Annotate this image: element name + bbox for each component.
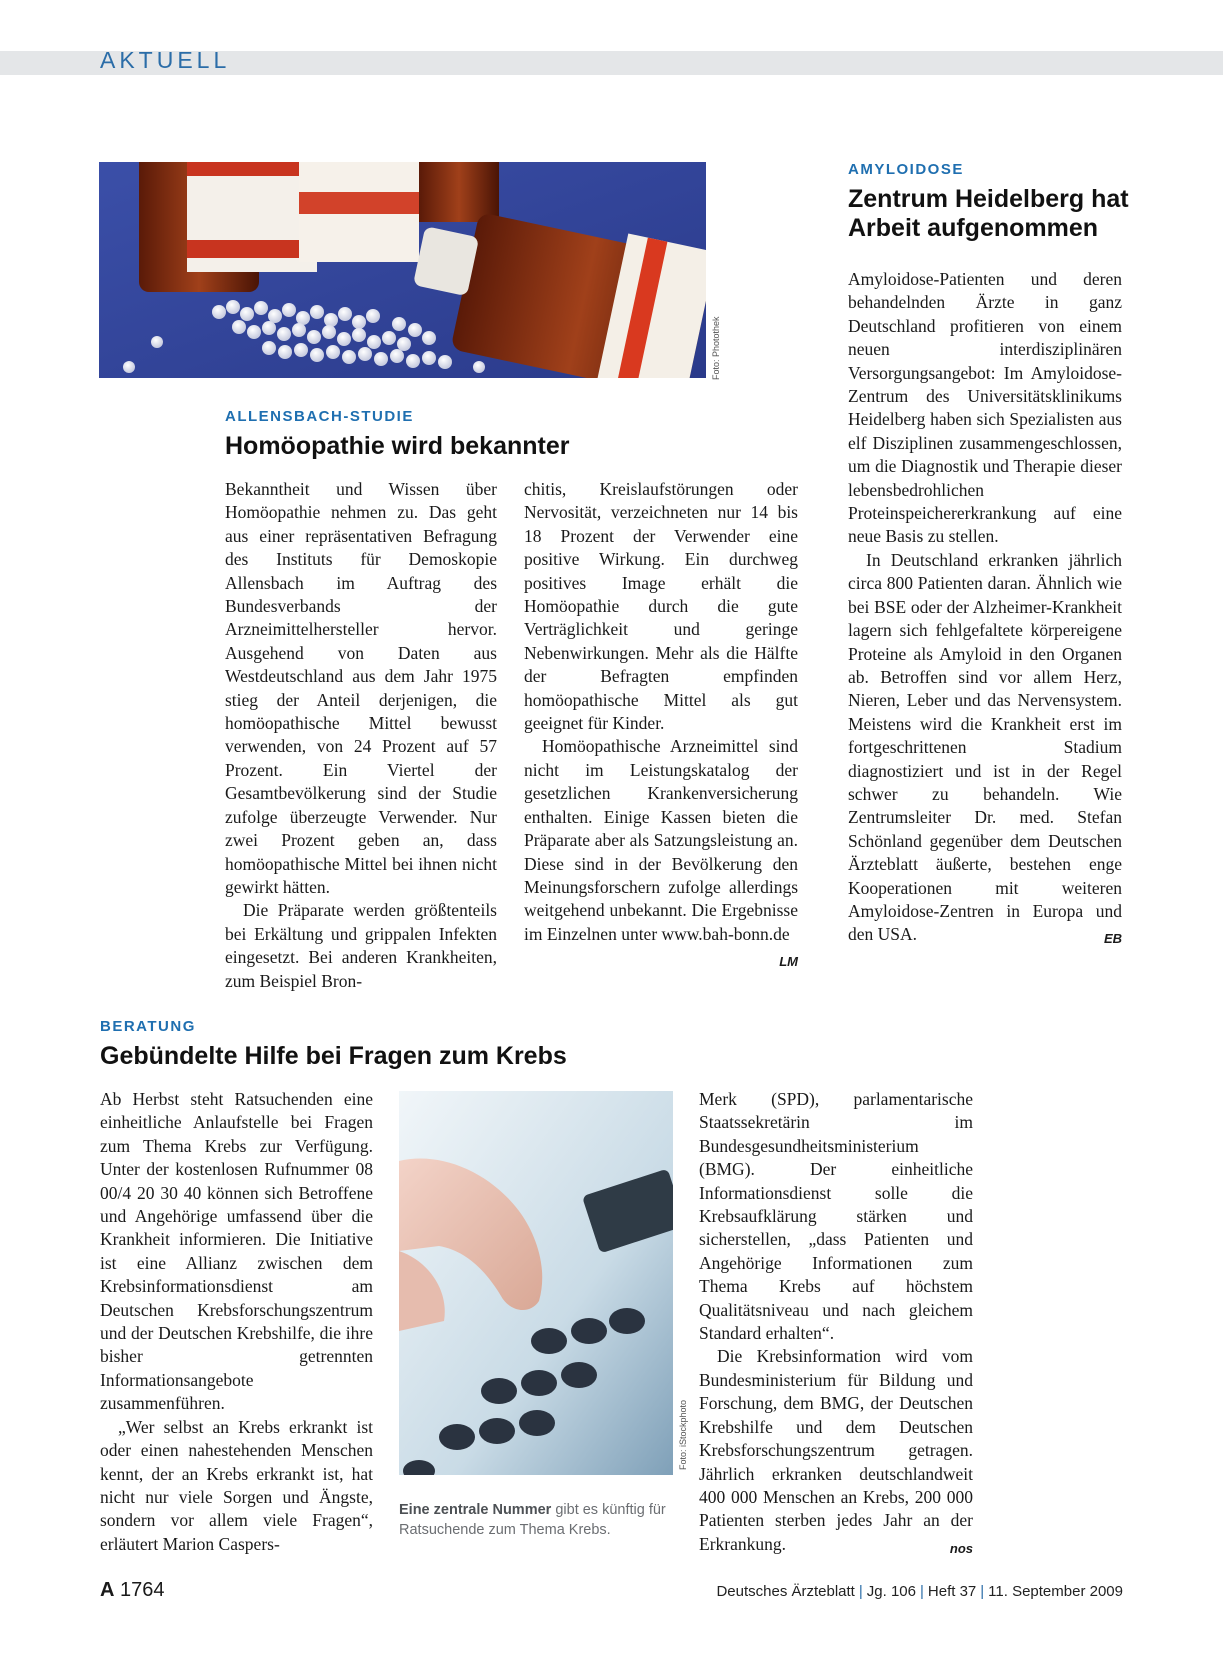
- photo-caption: [399, 1500, 673, 1540]
- article3-kicker: BERATUNG: [100, 1018, 196, 1035]
- article2-paragraph: [848, 549, 1122, 947]
- telephone-photo: [399, 1091, 673, 1475]
- article1-col2-paragraph: chitis, Kreislaufstörungen oder Nervosität, verzeichneten nur 14 bis 18 Prozent der Verwender eine positive Wirkung. Ein durchweg positives Image erhält die Homöopathie durch die gute Verträglichkeit und geringe Nebenwirkungen. Mehr als die Hälfte der Befragten empfinden homöopathische Mittel als gut geeignet für Kinder.: [524, 479, 798, 734]
- section-label: AKTUELL: [100, 47, 231, 73]
- article2-headline-line2: Arbeit aufgenommen: [848, 214, 1099, 242]
- article1-col2-text: Homöopathische Arzneimittel sind nicht im Leistungskatalog der gesetzlichen Krankenversicherung enthalten. Einige Kassen bieten die Präparate aber als Satzungsleistung an. Diese sind in der Bevölkerung den Meinungsforschern zufolge allerdings weitgehend unbekannt. Die Ergebnisse im Einzelnen unter www.bah-bonn.de: [524, 736, 798, 944]
- article3-col2-paragraph: Merk (SPD), parlamentarische Staatssekretärin im Bundesgesundheitsministerium (BMG). Der einheitliche Informationsdienst solle die Krebsaufklärung stärken und sicherstellen, „dass Patienten und Angehörige Informationen zum Thema Krebs auf höchstem Qualitätsniveau und nach gleichem Standard erhalten“.: [699, 1089, 973, 1344]
- journal-issue: Heft 37: [927, 1583, 977, 1600]
- article1-col2-paragraph: [524, 735, 798, 970]
- journal-date: 11. September 2009: [988, 1583, 1123, 1600]
- article1-column1: [225, 478, 497, 993]
- article2-column: [848, 268, 1122, 951]
- page-number: [100, 1579, 165, 1602]
- article2-headline-line1: Zentrum Heidelberg hat: [848, 185, 1129, 213]
- article3-signature: nos: [949, 1540, 973, 1556]
- caption-bold: Eine zentrale Nummer: [399, 1502, 552, 1518]
- journal-info: Deutsches Ärzteblatt | Jg. 106 | Heft 37 | 11. September 2009: [716, 1583, 1123, 1600]
- article2-text: In Deutschland erkranken jährlich circa 800 Patienten daran. Ähnlich wie bei BSE oder der Alzheimer-Krankheit lagern sich fehlgefaltete körpereigene Proteine als Amyloid in den Organen ab. Betroffen sind vor allem Herz, Nieren, Leber und das Nervensystem. Meistens wird die Krankheit erst im fortgeschrittenen Stadium diagnostiziert und ist in der Regel schwer zu behandeln. Wie Zentrumsleiter Dr. med. Stefan Schönland gegenüber dem Deutschen Ärzteblatt äußerte, bestehen enge Kooperationen mit weiteren Amyloidose-Zentren in Europa und den USA.: [848, 549, 1122, 945]
- article3-col2-text: Die Krebsinformation wird vom Bundesministerium für Bildung und Forschung, dem BMG, der Deutschen Krebshilfe und dem Deutschen Krebsforschungszentrum getragen. Jährlich erkranken deutschlandweit 400 000 Menschen an Krebs, 200 000 Patienten sterben jedes Jahr an der Erkrankung.: [699, 1346, 973, 1554]
- homeopathy-photo: [99, 162, 706, 378]
- page-number-value: 1764: [120, 1579, 165, 1601]
- journal-name: Deutsches Ärzteblatt: [716, 1583, 855, 1600]
- photo-credit-telephone: Foto: iStockphoto: [678, 1399, 688, 1470]
- article1-headline: Homöopathie wird bekannter: [225, 432, 570, 460]
- article3-column2: [699, 1088, 973, 1560]
- journal-volume: Jg. 106: [866, 1583, 916, 1600]
- article1-kicker: ALLENSBACH-STUDIE: [225, 408, 414, 425]
- article2-paragraph: Amyloidose-Patienten und deren behandelnden Ärzte in ganz Deutschland profitieren von einem neuen interdisziplinären Versorgungsangebot: Im Amyloidose-Zentrum des Universitätsklinikums Heidelberg haben sich Spezialisten aus elf Disziplinen zusammengeschlossen, um die Diagnostik und Therapie dieser lebensbedrohlichen Proteinspeichererkrankung auf eine neue Basis zu stellen.: [848, 269, 1122, 547]
- article3-col1-paragraph: Ab Herbst steht Ratsuchenden eine einheitliche Anlaufstelle bei Fragen zum Thema Krebs zur Verfügung. Unter der kostenlosen Rufnummer 08 00/4 20 30 40 können sich Betroffene und Angehörige umfassend über die Krankheit informieren. Die Initiative ist eine Allianz zwischen dem Krebsinformationsdienst am Deutschen Krebsforschungszentrum und der Deutschen Krebshilfe, die ihre bisher getrennten Informationsangebote zusammenführen.: [100, 1089, 373, 1414]
- article3-headline: Gebündelte Hilfe bei Fragen zum Krebs: [100, 1042, 567, 1070]
- article3-col1-paragraph: „Wer selbst an Krebs erkrankt ist oder einen nahestehenden Menschen kennt, der an Krebs erkrankt ist, hat nicht nur viele Sorgen und Ängste, sondern vor allem viele Fragen“, erläutert Marion Caspers-: [100, 1416, 373, 1554]
- caption-text: gibt es künftig für Ratsuchende zum Thema Krebs.: [399, 1502, 666, 1538]
- article1-col1-paragraph: Die Präparate werden größtenteils bei Erkältung und grippalen Infekten eingesetzt. Bei anderen Krankheiten, zum Beispiel Bron-: [225, 900, 497, 991]
- article3-col2-paragraph: [699, 1345, 973, 1556]
- page-prefix: A: [100, 1579, 115, 1601]
- article1-col1-paragraph: Bekanntheit und Wissen über Homöopathie nehmen zu. Das geht aus einer repräsentativen Befragung des Instituts für Demoskopie Allensbach im Auftrag des Bundesverbands der Arzneimittelhersteller hervor. Ausgehend von Daten aus Westdeutschland aus dem Jahr 1975 stieg der Anteil derjenigen, die homöopathische Mittel bewusst verwenden, von 24 Prozent auf 57 Prozent. Ein Viertel der Gesamtbevölkerung sind der Studie zufolge überzeugte Verwender. Nur zwei Prozent geben an, dass homöopathische Mittel bei ihnen nicht gewirkt hätten.: [225, 479, 497, 897]
- article2-signature: EB: [1103, 931, 1122, 947]
- article2-kicker: AMYLOIDOSE: [848, 161, 964, 178]
- article1-column2: [524, 478, 798, 974]
- article1-signature: LM: [779, 954, 798, 970]
- article2-headline: [848, 185, 1129, 243]
- article3-column1: [100, 1088, 373, 1556]
- photo-credit-homeopathy: Foto: Photothek: [711, 316, 721, 380]
